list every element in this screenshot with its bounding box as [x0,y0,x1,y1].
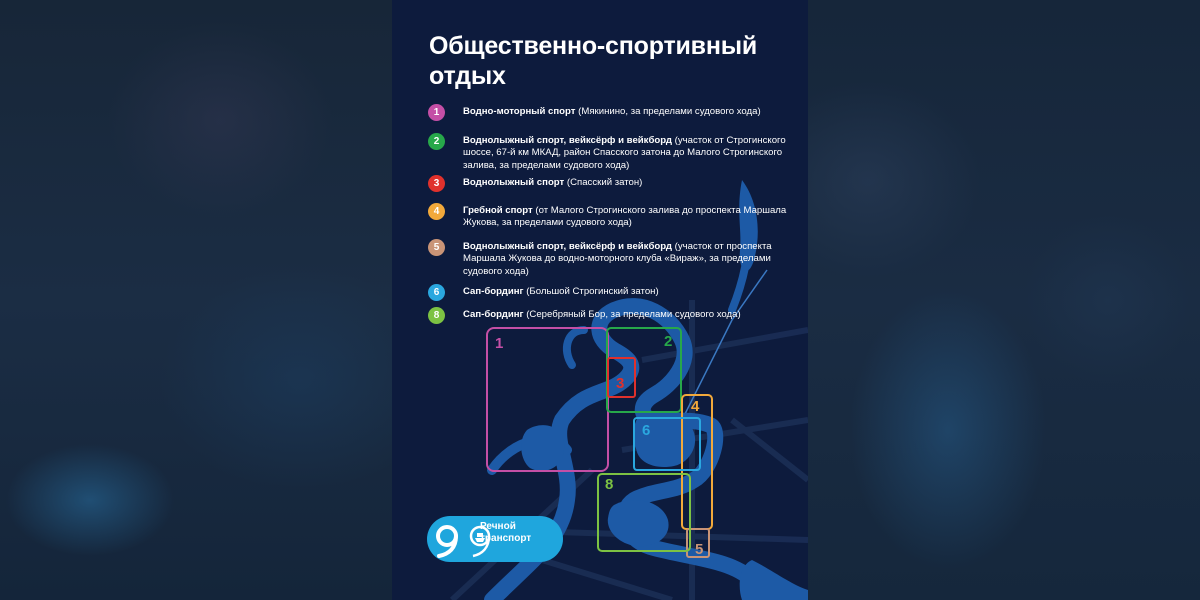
legend-badge-5: 5 [428,239,445,256]
poster-title: Общественно-спортивный отдых [429,32,758,90]
legend-description-6: Сап-бординг (Большой Строгинский затон) [463,286,659,297]
logo-text-line2: транспорт [480,533,532,544]
blurred-background-left [0,0,392,600]
legend-badge-6: 6 [428,284,445,301]
zone-label-4: 4 [691,398,700,415]
zone-label-2: 2 [664,333,673,350]
poster [392,0,808,600]
zone-label-8: 8 [605,476,614,493]
legend-description-2: Воднолыжный спорт, вейксёрф и вейкборд (участок от Строгинского шоссе, 67-й км МКАД, район Спасского затона до Малого Строгинского залива, за пределами судового хода) [463,135,786,171]
zone-label-6: 6 [642,422,651,439]
legend-description-8: Сап-бординг (Серебряный Бор, за пределами судового хода) [463,309,741,320]
zone-label-5: 5 [695,541,704,558]
legend-description-3: Воднолыжный спорт (Спасский затон) [463,177,643,188]
blurred-background-right [808,0,1200,600]
legend-badge-4: 4 [428,203,445,220]
zone-label-1: 1 [495,335,504,352]
zone-label-3: 3 [616,375,625,392]
legend-badge-1: 1 [428,104,445,121]
legend-badge-2: 2 [428,133,445,150]
legend-badge-3: 3 [428,175,445,192]
legend-description-1: Водно-моторный спорт (Мякинино, за пределами судового хода) [463,106,761,117]
logo-text [480,521,550,545]
legend-description-4: Гребной спорт (от Малого Строгинского залива до проспекта Маршала Жукова, за пределами судового хода) [463,205,787,229]
logo-text-line1: Речной [480,521,516,532]
legend-description-5: Воднолыжный спорт, вейксёрф и вейкборд (участок от проспекта Маршала Жукова до водно-моторного клуба «Вираж», за пределами судового хода) [463,241,772,277]
legend-badge-8: 8 [428,307,445,324]
